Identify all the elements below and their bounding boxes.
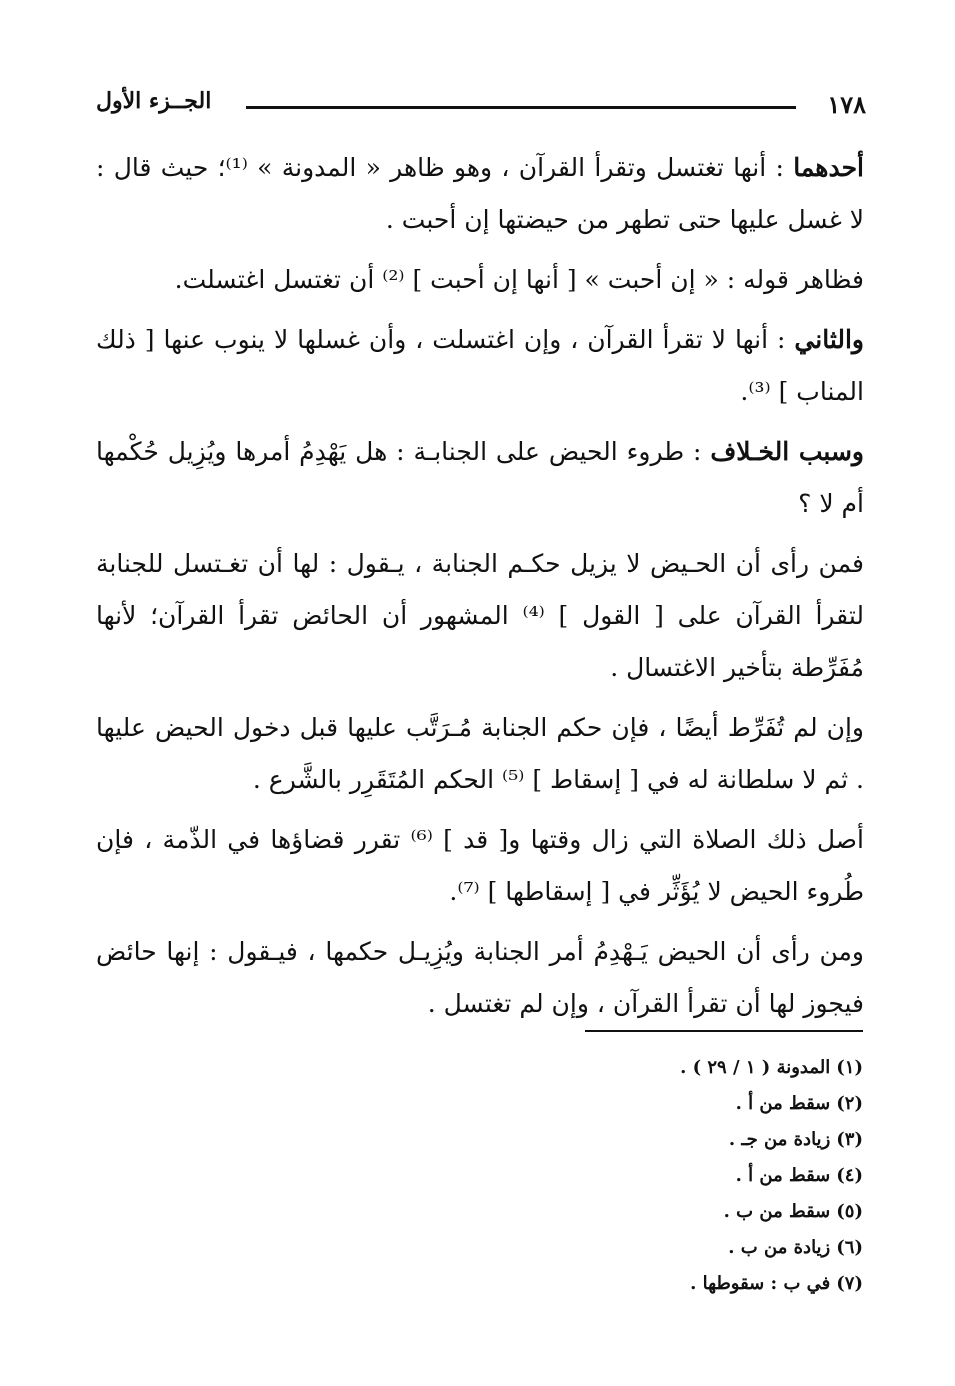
- footnote: [363, 1122, 863, 1158]
- footnote-text: زيادة من جـ .: [728, 1129, 831, 1150]
- paragraph-text: فظاهر قوله : « إن أحبت » [ أنها إن أحبت ] ⁽²⁾ أن تغتسل اغتسلت.: [174, 265, 864, 294]
- paragraph: [96, 814, 864, 918]
- footnote-text: سقط من أ .: [735, 1165, 831, 1186]
- main-text: [96, 142, 864, 1038]
- footnote-separator: [585, 1030, 863, 1032]
- footnote: [363, 1158, 863, 1194]
- footnote-number: (٣): [836, 1129, 863, 1150]
- footnote-number: (٧): [836, 1273, 863, 1294]
- footnotes: [363, 1050, 863, 1302]
- header-rule: [246, 106, 796, 109]
- paragraph: [96, 142, 864, 246]
- paragraph-text: فمن رأى أن الحـيض لا يزيل حكـم الجنابة ، يـقول : لها أن تغـتسل للجنابة لتقرأ القرآن على [ القول ] ⁽⁴⁾ المشهور أن الحائض تقرأ القرآن؛ لأنها مُفَرِّطة بتأخير الاغتسال .: [96, 549, 864, 682]
- footnote-number: (١): [836, 1057, 863, 1078]
- paragraph-text: : أنها لا تقرأ القرآن ، وإن اغتسلت ، وأن غسلها لا ينوب عنها [ ذلك المناب ] ⁽³⁾.: [96, 325, 864, 406]
- paragraph: [96, 702, 864, 806]
- footnote: [363, 1086, 863, 1122]
- footnote-text: في ب : سقوطها .: [690, 1273, 831, 1294]
- page-number: ١٧٨: [827, 90, 866, 119]
- paragraph: [96, 314, 864, 418]
- footnote-text: المدونة ( ١ / ٢٩ ) .: [680, 1057, 831, 1078]
- paragraph-lead: أحدهما: [793, 153, 864, 182]
- paragraph-text: : أنها تغتسل وتقرأ القرآن ، وهو ظاهر « المدونة » ⁽¹⁾؛ حيث قال : لا غسل عليها حتى تطهر من حيضتها إن أحبت .: [96, 153, 864, 234]
- footnote-number: (٢): [836, 1093, 863, 1114]
- footnote-text: سقط من أ .: [735, 1093, 831, 1114]
- paragraph: [96, 254, 864, 306]
- paragraph-lead: وسبب الخـلاف: [710, 437, 864, 466]
- footnote: [363, 1266, 863, 1302]
- paragraph-text: أصل ذلك الصلاة التي زال وقتها و[ قد ] ⁽⁶⁾ تقرر قضاؤها في الذّمة ، فإن طُروء الحيض لا يُؤَثِّر في [ إسقاطها ] ⁽⁷⁾.: [96, 825, 864, 906]
- running-title: الجــزء الأول: [96, 88, 212, 114]
- footnote: [363, 1194, 863, 1230]
- footnote: [363, 1230, 863, 1266]
- paragraph: [96, 926, 864, 1030]
- paragraph-text: وإن لم تُفَرِّط أيضًا ، فإن حكم الجنابة مُـرَتَّب عليها قبل دخول الحيض عليها . ثم لا سلطانة له في [ إسقاط ] ⁽⁵⁾ الحكم المُتَقَرِر بالشَّرع .: [96, 713, 865, 794]
- footnote-number: (٤): [836, 1165, 863, 1186]
- footnote: [363, 1050, 863, 1086]
- paragraph-text: ومن رأى أن الحيض يَـهْدِمُ أمر الجنابة ويُزِيـل حكمها ، فيـقول : إنها حائض فيجوز لها أن تقرأ القرآن ، وإن لم تغتسل .: [96, 937, 864, 1018]
- footnote-text: سقط من ب .: [723, 1201, 831, 1222]
- paragraph: [96, 538, 864, 694]
- footnote-text: زيادة من ب .: [728, 1237, 831, 1258]
- page-header: [96, 86, 866, 126]
- paragraph: [96, 426, 864, 530]
- footnote-number: (٦): [836, 1237, 863, 1258]
- paragraph-lead: والثاني: [794, 325, 864, 354]
- footnote-number: (٥): [836, 1201, 863, 1222]
- paragraph-text: : طروء الحيض على الجنابـة : هل يَهْدِمُ أمرها ويُزِيل حُكْمها أم لا ؟: [96, 437, 864, 518]
